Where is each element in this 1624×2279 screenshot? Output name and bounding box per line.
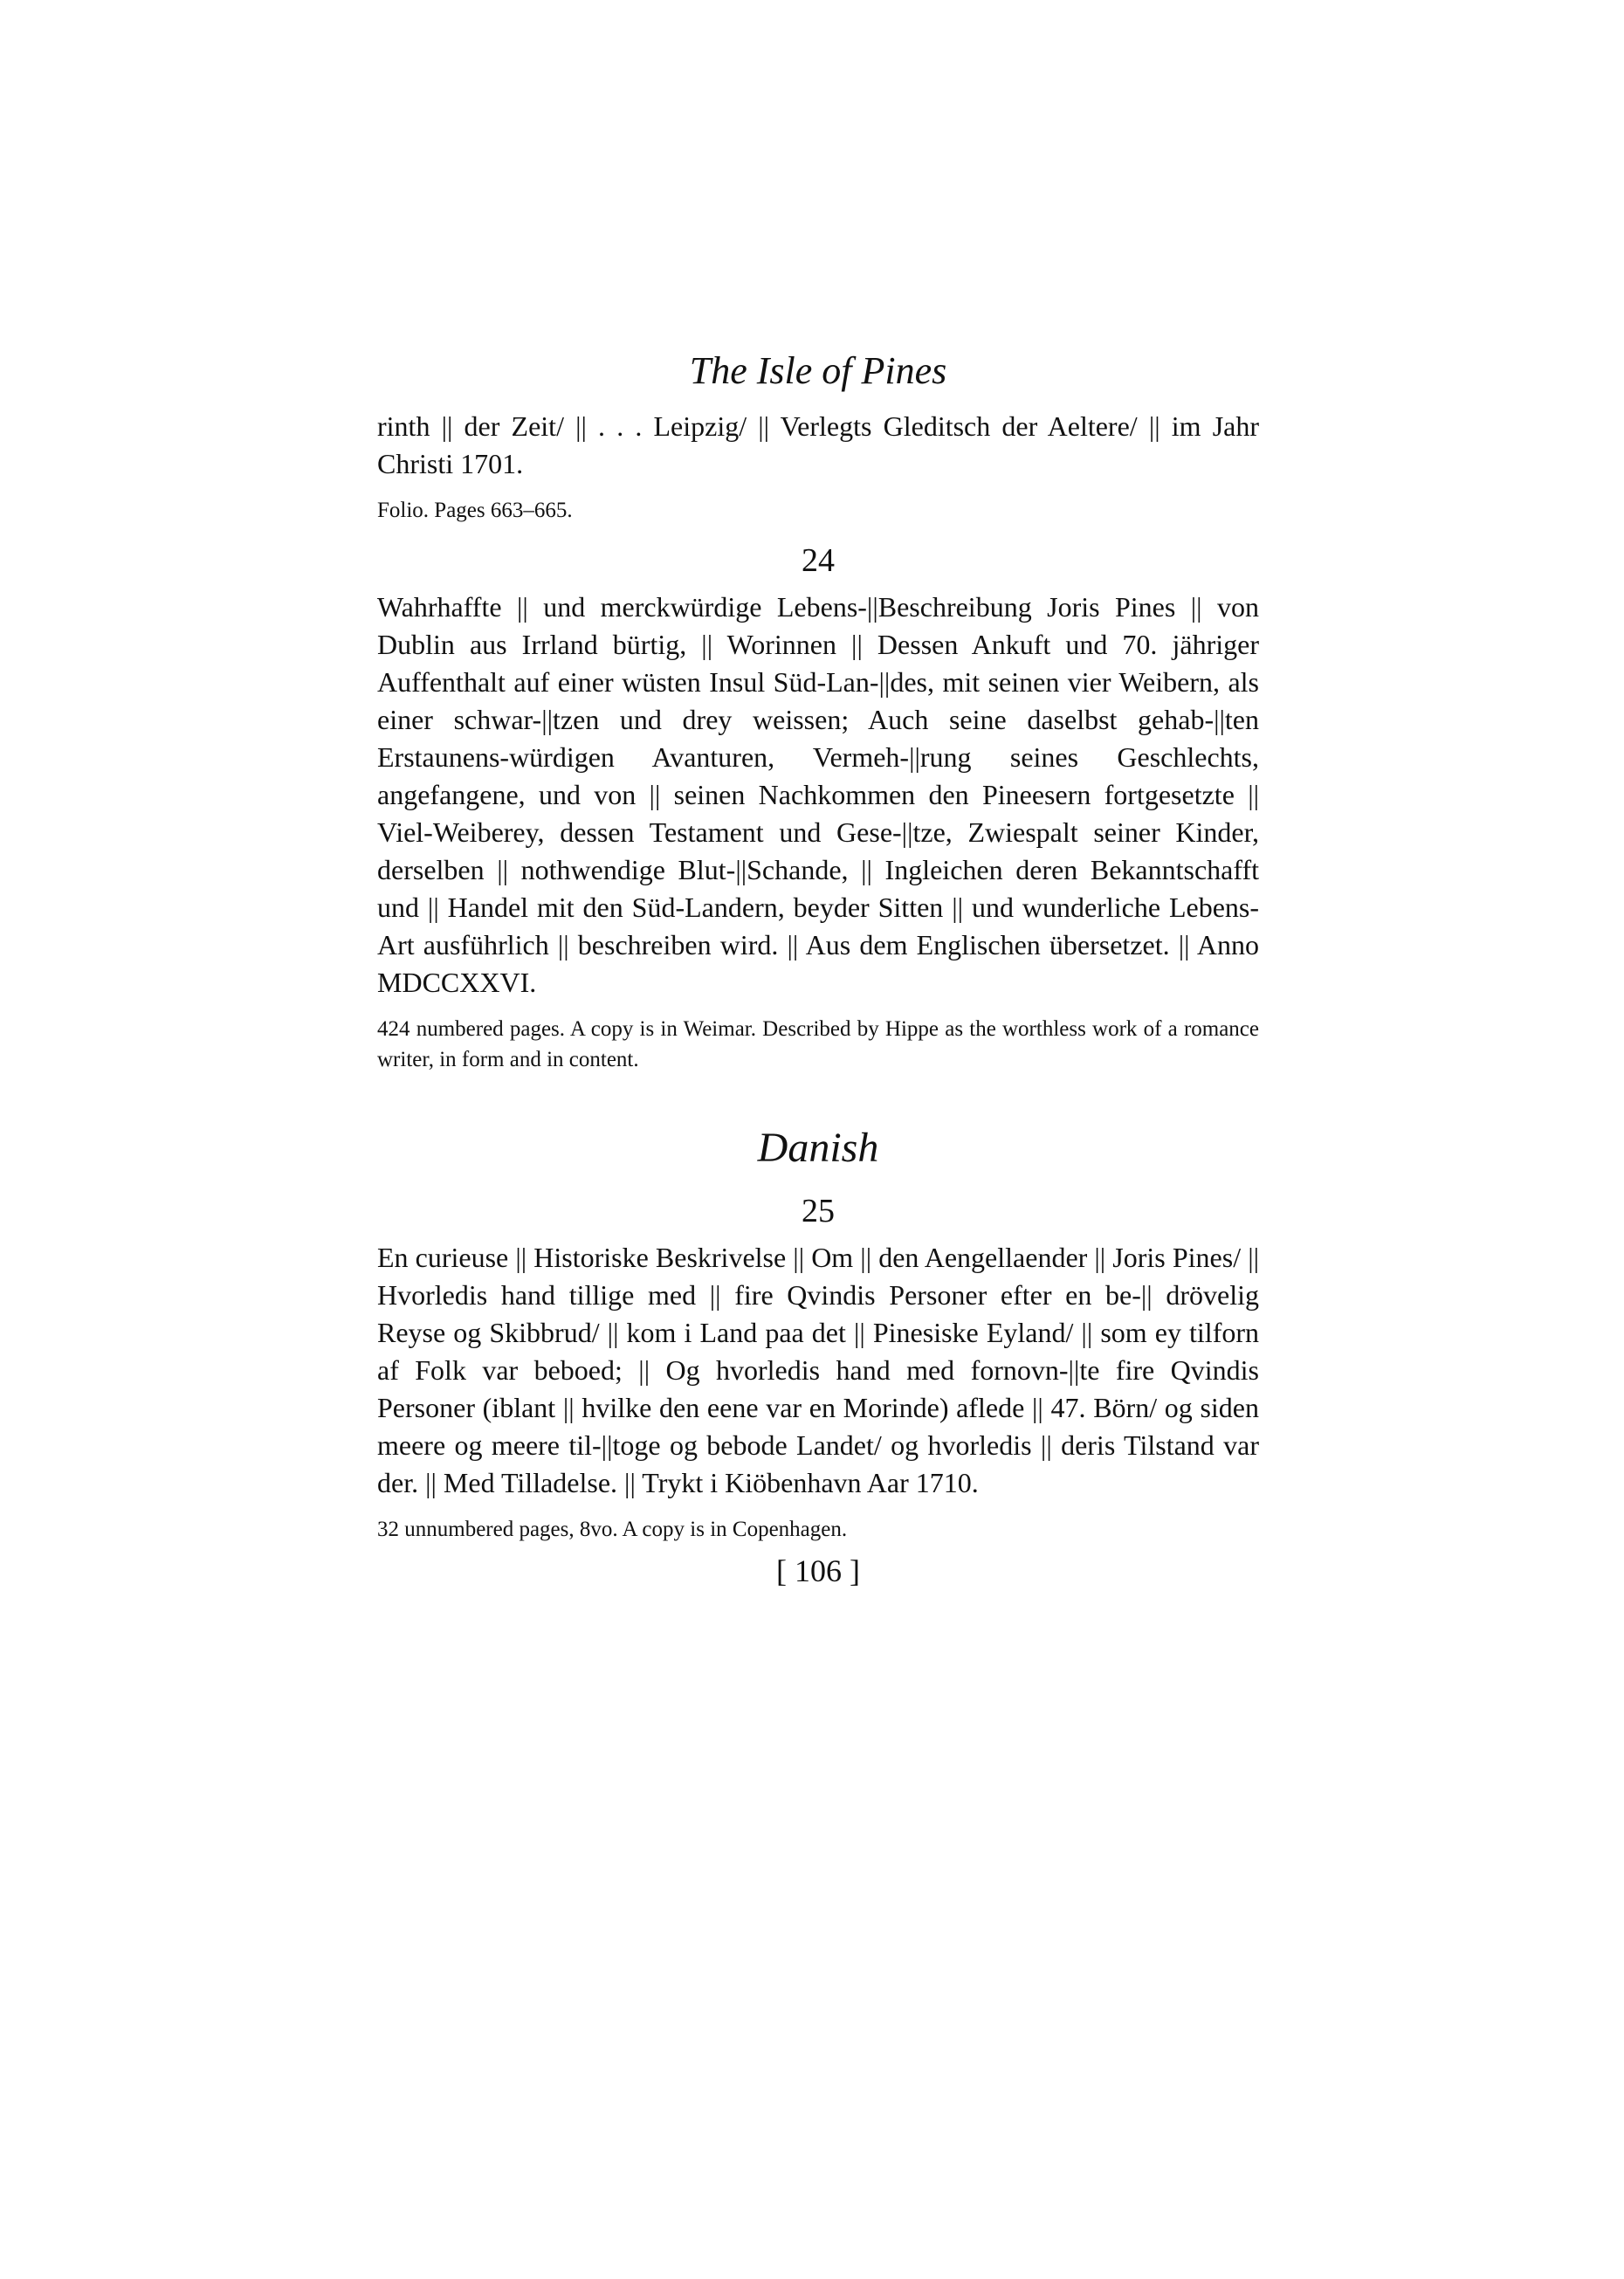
running-head: The Isle of Pines [689, 349, 947, 392]
entry-25-note: 32 unnumbered pages, 8vo. A copy is in Copenhagen. [377, 1518, 848, 1541]
page-number: [ 106 ] [776, 1553, 860, 1588]
entry-24-note: 424 numbered pages. A copy is in Weimar. Described by Hippe as the worthless work of a romance writer, in form and in content. [377, 1017, 1259, 1071]
entry-23-continued-text: rinth || der Zeit/ || . . . Leipzig/ || Verlegts Gleditsch der Aeltere/ || im Jahr Christi 1701. [377, 410, 1259, 479]
entry-23-note: Folio. Pages 663–665. [377, 499, 573, 522]
entry-24-text: Wahrhaffte || und merckwürdige Lebens-||Beschreibung Joris Pines || von Dublin aus Irrland bürtig, || Worinnen || Dessen Ankuft und 70. jähriger Auffenthalt auf einer wüsten Insul Süd-Lan-||des, mit seinen vier Weibern, als einer schwar-||tzen und drey weissen; Auch seine daselbst gehab-||ten Erstaunens-würdigen Avanturen, Vermeh-||rung seines Geschlechts, angefangene, und von || seinen Nachkommen den Pineesern fortgesetzte || Viel-Weiberey, dessen Testament und Gese-||tze, Zwiespalt seiner Kinder, derselben || nothwendige Blut-||Schande, || Ingleichen deren Bekanntschafft und || Handel mit den Süd-Landern, beyder Sitten || und wunderliche Lebens-Art ausführlich || beschreiben wird. || Aus dem Englischen übersetzet. || Anno MDCCXXVI. [377, 591, 1259, 998]
section-title-danish: Danish [757, 1125, 879, 1171]
entry-25-text: En curieuse || Historiske Beskrivelse || Om || den Aengellaender || Joris Pines/ || Hvorledis hand tillige med || fire Qvindis Personer efter en be-|| drövelig Reyse og Skibbrud/ || kom i Land paa det || Pinesiske Eyland/ || som ey tilforn af Folk var beboed; || Og hvorledis hand med fornovn-||te fire Qvindis Personer (iblant || hvilke den eene var en Morinde) aflede || 47. Börn/ og siden meere og meere til-||toge og bebode Landet/ og hvorledis || deris Tilstand var der. || Med Tilladelse. || Trykt i Kiöbenhavn Aar 1710. [377, 1242, 1259, 1498]
entry-25-number: 25 [802, 1193, 835, 1229]
book-page [377, 345, 1259, 1592]
entry-24-number: 24 [802, 542, 835, 579]
